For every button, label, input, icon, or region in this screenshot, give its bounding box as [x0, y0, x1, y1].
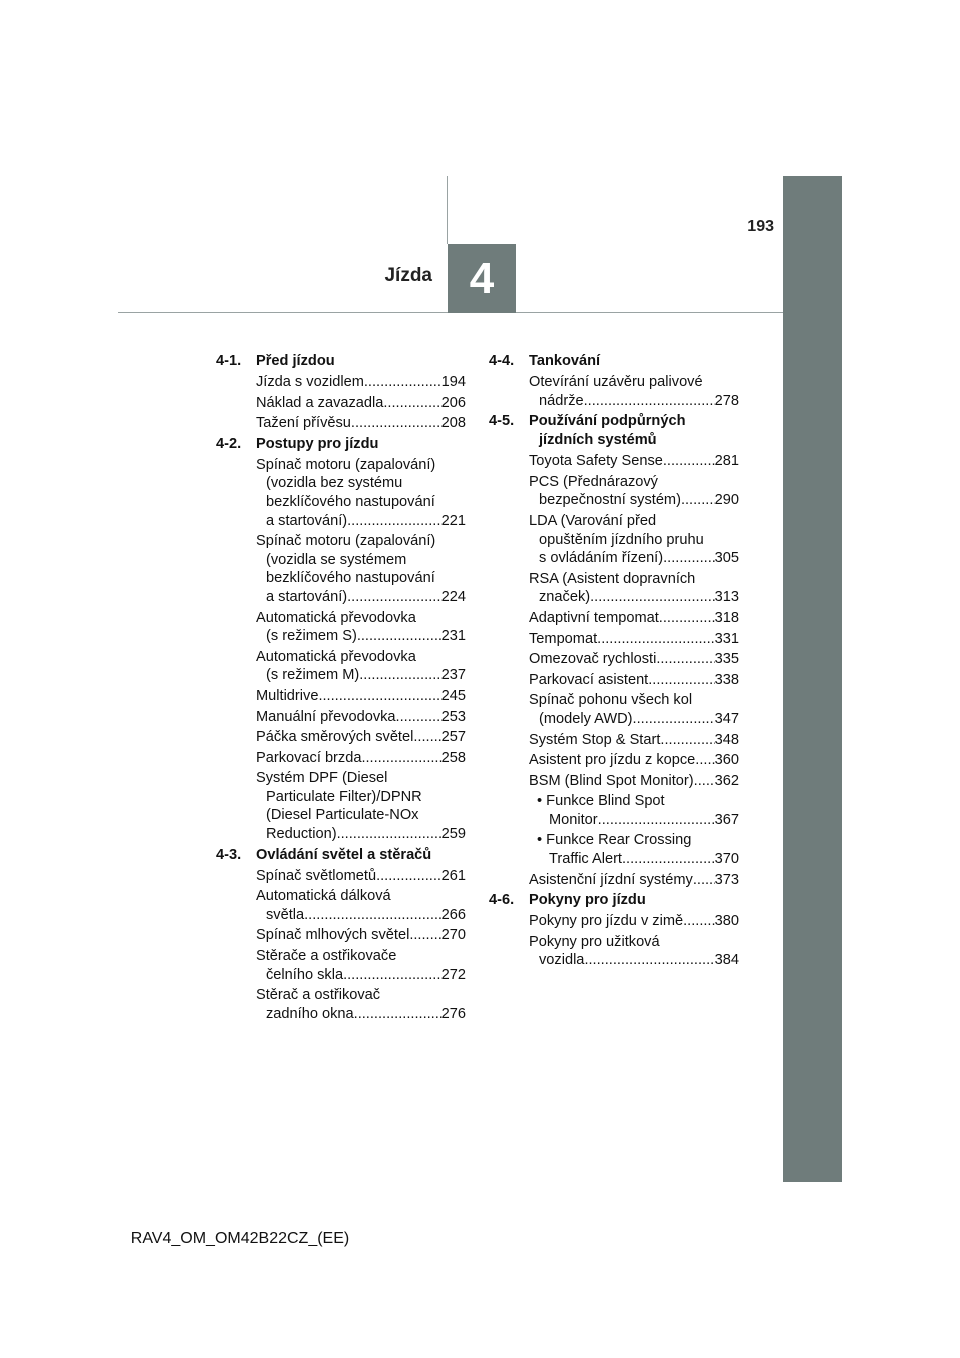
- toc-page-number: 270: [441, 927, 466, 944]
- toc-page-number: 281: [714, 453, 739, 470]
- toc-page-number: 245: [441, 687, 466, 704]
- toc-dot-leader: [361, 749, 441, 768]
- toc-entry-text: Parkovací brzda: [256, 749, 362, 766]
- toc-page-number: 231: [441, 628, 466, 645]
- toc-dot-leader: [347, 588, 442, 607]
- toc-dot-leader: [622, 850, 715, 869]
- toc-entry-line: [529, 933, 739, 952]
- toc-section: [489, 352, 739, 410]
- toc-page-number: 224: [441, 588, 466, 605]
- toc-entry[interactable]: [216, 532, 466, 606]
- toc-entry-line: [256, 456, 466, 475]
- toc-entry-line: [256, 749, 466, 768]
- toc-dot-leader: [409, 926, 441, 945]
- toc-entry[interactable]: [489, 912, 739, 931]
- toc-page-number: 380: [714, 913, 739, 930]
- toc-entry-line: [256, 906, 466, 925]
- toc-entry-line: [256, 769, 466, 788]
- toc-entry-line: [529, 710, 739, 729]
- toc-entry[interactable]: [489, 731, 739, 750]
- toc-entry[interactable]: [489, 772, 739, 791]
- toc-dot-leader: [584, 392, 715, 411]
- toc-entry-text: Reduction): [266, 826, 337, 843]
- toc-entry[interactable]: [216, 867, 466, 886]
- toc-dot-leader: [343, 966, 442, 985]
- toc-entry-text: Systém Stop & Start: [529, 731, 661, 748]
- toc-page-number: 221: [441, 512, 466, 529]
- toc-section-heading[interactable]: [216, 435, 466, 454]
- toc-dot-leader: [359, 666, 441, 685]
- toc-entry-text: Manuální převodovka: [256, 708, 396, 725]
- toc-entry-line: [529, 570, 739, 589]
- toc-entry-text: Spínač světlometů: [256, 867, 377, 884]
- toc-entry-text: • Funkce Blind Spot: [537, 793, 665, 810]
- toc-section-heading[interactable]: [216, 846, 466, 865]
- toc-entry-text: Páčka směrových světel: [256, 729, 414, 746]
- header-divider-vertical: [447, 176, 448, 244]
- toc-page-number: 206: [441, 394, 466, 411]
- toc-entry-text: Spínač motoru (zapalování): [256, 456, 436, 473]
- toc-entry-line: [256, 728, 466, 747]
- toc-section-title-line: jízdních systémů: [539, 432, 657, 449]
- page-number: 193: [747, 218, 774, 235]
- toc-entry-text: a startování): [266, 588, 348, 605]
- toc-entry-line: [256, 569, 466, 588]
- toc-entry-text: Stěrače a ostřikovače: [256, 948, 397, 965]
- toc-page-number: 259: [441, 826, 466, 843]
- toc-entry[interactable]: [216, 986, 466, 1023]
- toc-dot-leader: [598, 811, 715, 830]
- toc-dot-leader: [351, 414, 442, 433]
- toc-entry-line: [529, 588, 739, 607]
- toc-dot-leader: [376, 867, 442, 886]
- toc-entry-text: nádrže: [539, 392, 584, 409]
- toc-page-number: 237: [441, 667, 466, 684]
- toc-page-number: 348: [714, 731, 739, 748]
- toc-page-number: 194: [441, 374, 466, 390]
- toc-dot-leader: [396, 708, 442, 727]
- toc-dot-leader: [347, 512, 442, 531]
- toc-entry-line: [256, 1005, 466, 1024]
- toc-section-title: [529, 352, 739, 371]
- toc-entry-text: PCS (Přednárazový: [529, 473, 658, 490]
- toc-entry-text: Traffic Alert: [549, 851, 622, 868]
- toc-dot-leader: [633, 710, 715, 729]
- toc-entry[interactable]: [216, 687, 466, 706]
- toc-entry-text: Particulate Filter)/DPNR: [266, 788, 422, 805]
- toc-entry-line: [529, 811, 739, 830]
- toc-dot-leader: [695, 751, 714, 770]
- toc-page-number: 313: [714, 589, 739, 606]
- toc-entry-line: [529, 671, 739, 690]
- toc-entry-line: [529, 609, 739, 628]
- toc-page-number: 258: [441, 749, 466, 766]
- toc-entry-text: • Funkce Rear Crossing: [537, 832, 692, 849]
- toc-section-number: 4-1.: [216, 353, 242, 369]
- toc-entry-line: [529, 473, 739, 492]
- toc-entry-line: [256, 551, 466, 570]
- toc-page-number: 335: [714, 651, 739, 668]
- toc-dot-leader: [659, 609, 715, 628]
- toc-section-heading[interactable]: [489, 891, 739, 910]
- toc-entry-text: Monitor: [549, 811, 598, 828]
- toc-entry-line: [256, 867, 466, 886]
- toc-page-number: 272: [441, 966, 466, 983]
- toc-entry-line: [256, 373, 466, 392]
- toc-entry-text: Omezovač rychlosti: [529, 651, 657, 668]
- toc-entry[interactable]: [489, 650, 739, 669]
- toc-entry-line: [529, 549, 739, 568]
- toc-dot-leader: [660, 731, 714, 750]
- toc-page-number: 305: [714, 550, 739, 567]
- toc-entry-line: [256, 687, 466, 706]
- document-code: RAV4_OM_OM42B22CZ_(EE): [130, 1230, 350, 1247]
- toc-entry-line: [256, 474, 466, 493]
- toc-entry[interactable]: [489, 570, 739, 607]
- toc-entry-text: čelního skla: [266, 966, 344, 983]
- toc-page-number: 370: [714, 851, 739, 868]
- toc-entry[interactable]: [216, 947, 466, 984]
- toc-entry[interactable]: [216, 708, 466, 727]
- toc-entry-line: [256, 493, 466, 512]
- toc-entry[interactable]: [489, 792, 739, 829]
- toc-entry[interactable]: [489, 512, 739, 568]
- toc-entry-line: [529, 531, 739, 550]
- toc-section-title-line: Tankování: [529, 353, 601, 369]
- toc-entry-text: světla: [266, 906, 305, 923]
- toc-section-title: [529, 891, 739, 910]
- toc-page-number: 347: [714, 710, 739, 727]
- toc-section-heading[interactable]: [216, 352, 466, 371]
- toc-entry-text: Tempomat: [529, 630, 598, 647]
- toc-entry-text: Automatická dálková: [256, 888, 391, 905]
- toc-page-number: 253: [441, 708, 466, 725]
- toc-entry-text: Asistent pro jízdu z kopce: [529, 752, 696, 769]
- toc-section-title-line: Pokyny pro jízdu: [529, 892, 646, 909]
- toc-entry-line: [529, 871, 739, 890]
- toc-page-number: 276: [441, 1005, 466, 1022]
- toc-dot-leader: [590, 588, 715, 607]
- toc-entry-line: [256, 966, 466, 985]
- toc-page-number: 360: [714, 752, 739, 769]
- toc-entry-text: Parkovací asistent: [529, 671, 649, 688]
- toc-entry-line: [256, 512, 466, 531]
- toc-entry[interactable]: [216, 394, 466, 413]
- toc-dot-leader: [584, 951, 714, 970]
- toc-entry-text: opuštěním jízdního pruhu: [539, 531, 704, 548]
- toc-entry-text: (modely AWD): [539, 710, 633, 727]
- toc-entry[interactable]: [489, 609, 739, 628]
- toc-section-title-line: Používání podpůrných: [529, 413, 686, 430]
- toc-page-number: 362: [714, 772, 739, 789]
- toc-entry[interactable]: [216, 728, 466, 747]
- toc-page-number: 331: [714, 630, 739, 647]
- toc-entry-text: (vozidla bez systému: [266, 475, 403, 492]
- toc-page-number: 261: [441, 867, 466, 884]
- toc-entry-text: Spínač pohonu všech kol: [529, 692, 693, 709]
- toc-dot-leader: [683, 912, 715, 931]
- toc-dot-leader: [364, 373, 442, 392]
- toc-entry-line: [256, 806, 466, 825]
- toc-section-title-line: Před jízdou: [256, 353, 335, 369]
- toc-section-number: 4-2.: [216, 435, 242, 452]
- toc-entry-line: [256, 947, 466, 966]
- toc-entry-line: [529, 452, 739, 471]
- toc-entry[interactable]: [216, 926, 466, 945]
- toc-entry-text: Automatická převodovka: [256, 609, 416, 626]
- toc-page-number: 278: [714, 392, 739, 409]
- toc-entry-text: Automatická převodovka: [256, 648, 416, 665]
- toc-entry-text: Pokyny pro jízdu v zimě: [529, 913, 684, 930]
- toc-entry[interactable]: [489, 671, 739, 690]
- toc-entry[interactable]: [489, 871, 739, 890]
- toc-page-number: 318: [714, 609, 739, 626]
- toc-page-number: 266: [441, 906, 466, 923]
- toc-entry-text: s ovládáním řízení): [539, 550, 664, 567]
- toc-entry[interactable]: [489, 473, 739, 510]
- toc-dot-leader: [337, 825, 442, 844]
- toc-entry-text: (s režimem M): [266, 667, 360, 684]
- toc-page-number: 373: [714, 871, 739, 888]
- toc-entry-line: [256, 648, 466, 667]
- toc-dot-leader: [694, 772, 715, 791]
- toc-entry[interactable]: [216, 769, 466, 843]
- toc-entry[interactable]: [216, 373, 466, 392]
- toc-entry-text: LDA (Varování před: [529, 512, 657, 529]
- toc-column-left: [216, 352, 466, 1025]
- toc-page-number: 338: [714, 671, 739, 688]
- toc-page-number: 208: [441, 415, 466, 432]
- toc-entry-line: [529, 630, 739, 649]
- toc-entry-text: Náklad a zavazadla: [256, 394, 384, 411]
- toc-entry[interactable]: [489, 691, 739, 728]
- toc-entry-text: Toyota Safety Sense: [529, 453, 663, 470]
- toc-entry-text: bezklíčového nastupování: [266, 493, 435, 510]
- toc-entry-line: [529, 650, 739, 669]
- toc-dot-leader: [354, 1005, 442, 1024]
- toc-section-title: [256, 352, 466, 371]
- toc-entry-line: [529, 772, 739, 791]
- toc-entry-line: [529, 512, 739, 531]
- toc-entry-text: zadního okna: [266, 1005, 354, 1022]
- toc-dot-leader: [357, 627, 442, 646]
- toc-page-number: 290: [714, 492, 739, 509]
- toc-entry-text: (s režimem S): [266, 628, 357, 645]
- toc-entry[interactable]: [216, 749, 466, 768]
- toc-entry-text: Multidrive: [256, 687, 319, 704]
- toc-entry-text: Stěrač a ostřikovač: [256, 987, 381, 1004]
- toc-entry[interactable]: [216, 456, 466, 530]
- toc-entry[interactable]: [489, 373, 739, 410]
- toc-dot-leader: [597, 630, 715, 649]
- toc-entry-line: [256, 825, 466, 844]
- toc-section-number: 4-5.: [489, 413, 515, 430]
- toc-entry-line: [529, 491, 739, 510]
- toc-entry[interactable]: [489, 751, 739, 770]
- toc-entry-line: [529, 731, 739, 750]
- toc-entry-text: BSM (Blind Spot Monitor): [529, 772, 694, 789]
- toc-entry-text: Systém DPF (Diesel: [256, 770, 388, 787]
- toc-section-number: 4-4.: [489, 353, 515, 369]
- toc-entry[interactable]: [489, 452, 739, 471]
- toc-entry-line: [529, 751, 739, 770]
- toc-entry-text: bezpečnostní systém): [539, 492, 681, 509]
- toc-dot-leader: [663, 452, 715, 471]
- toc-entry-line: [256, 394, 466, 413]
- toc-section: [216, 435, 466, 844]
- toc-page-number: 367: [714, 811, 739, 828]
- toc-dot-leader: [656, 650, 714, 669]
- toc-entry-line: [529, 850, 739, 869]
- toc-dot-leader: [383, 394, 441, 413]
- toc-entry[interactable]: [216, 609, 466, 646]
- toc-entry-text: (vozidla se systémem: [266, 551, 407, 568]
- toc-entry-text: bezklíčového nastupování: [266, 570, 435, 587]
- toc-entry-text: Spínač mlhových světel: [256, 927, 410, 944]
- chapter-title: Jízda: [384, 265, 432, 286]
- toc-entry-line: [256, 414, 466, 433]
- toc-dot-leader: [304, 906, 442, 925]
- chapter-number-box: 4: [448, 244, 516, 313]
- toc-entry-text: (Diesel Particulate-NOx: [266, 807, 419, 824]
- toc-section-title-line: Ovládání světel a stěračů: [256, 846, 432, 863]
- toc-entry-line: [256, 627, 466, 646]
- toc-dot-leader: [681, 491, 715, 510]
- toc-entry-text: Asistenční jízdní systémy: [529, 871, 693, 888]
- toc-entry[interactable]: [216, 414, 466, 433]
- toc-dot-leader: [663, 549, 715, 568]
- toc-section-title: [256, 435, 466, 454]
- toc-section-heading[interactable]: [489, 412, 739, 450]
- toc-entry-line: [256, 588, 466, 607]
- toc-dot-leader: [318, 687, 441, 706]
- toc-entry-line: [256, 666, 466, 685]
- toc-section: [216, 352, 466, 433]
- toc-section-number: 4-3.: [216, 846, 242, 863]
- toc-entry-line: [256, 926, 466, 945]
- toc-dot-leader: [648, 671, 714, 690]
- toc-entry-line: [529, 792, 739, 811]
- toc-column-right: [489, 352, 739, 972]
- toc-entry-text: značek): [539, 589, 591, 606]
- toc-page-number: 384: [714, 952, 739, 969]
- toc-entry[interactable]: [489, 831, 739, 868]
- toc-entry-line: [529, 691, 739, 710]
- toc-section-heading[interactable]: [489, 352, 739, 371]
- chapter-side-tab: [783, 176, 842, 1182]
- toc-entry[interactable]: [216, 648, 466, 685]
- toc-entry-text: RSA (Asistent dopravních: [529, 570, 696, 587]
- toc-entry-text: Spínač motoru (zapalování): [256, 533, 436, 550]
- toc-entry-text: Tažení přívěsu: [256, 415, 351, 432]
- toc-entry-line: [256, 708, 466, 727]
- toc-section-number: 4-6.: [489, 892, 515, 909]
- toc-section: [489, 891, 739, 970]
- toc-section-title-line: Postupy pro jízdu: [256, 435, 379, 452]
- toc-entry-text: Adaptivní tempomat: [529, 609, 659, 626]
- toc-entry-line: [256, 532, 466, 551]
- toc-entry-line: [529, 373, 739, 392]
- toc-entry-text: Jízda s vozidlem: [256, 374, 364, 390]
- toc-section: [216, 846, 466, 1024]
- toc-page-number: 257: [441, 729, 466, 746]
- toc-entry[interactable]: [216, 887, 466, 924]
- toc-entry-line: [256, 788, 466, 807]
- toc-entry-line: [256, 609, 466, 628]
- toc-section-title: [256, 846, 466, 865]
- toc-entry-line: [529, 831, 739, 850]
- toc-entry[interactable]: [489, 933, 739, 970]
- toc-dot-leader: [413, 728, 441, 747]
- toc-entry-line: [529, 392, 739, 411]
- toc-section-title: [529, 412, 739, 450]
- toc-entry-line: [256, 887, 466, 906]
- toc-entry-text: Pokyny pro užitková: [529, 933, 660, 950]
- toc-entry[interactable]: [489, 630, 739, 649]
- toc-entry-text: a startování): [266, 512, 348, 529]
- toc-entry-line: [256, 986, 466, 1005]
- toc-entry-line: [529, 951, 739, 970]
- toc-section: [489, 412, 739, 889]
- toc-entry-line: [529, 912, 739, 931]
- toc-entry-text: Otevírání uzávěru palivové: [529, 374, 703, 390]
- toc-entry-text: vozidla: [539, 952, 585, 969]
- toc-dot-leader: [693, 871, 715, 890]
